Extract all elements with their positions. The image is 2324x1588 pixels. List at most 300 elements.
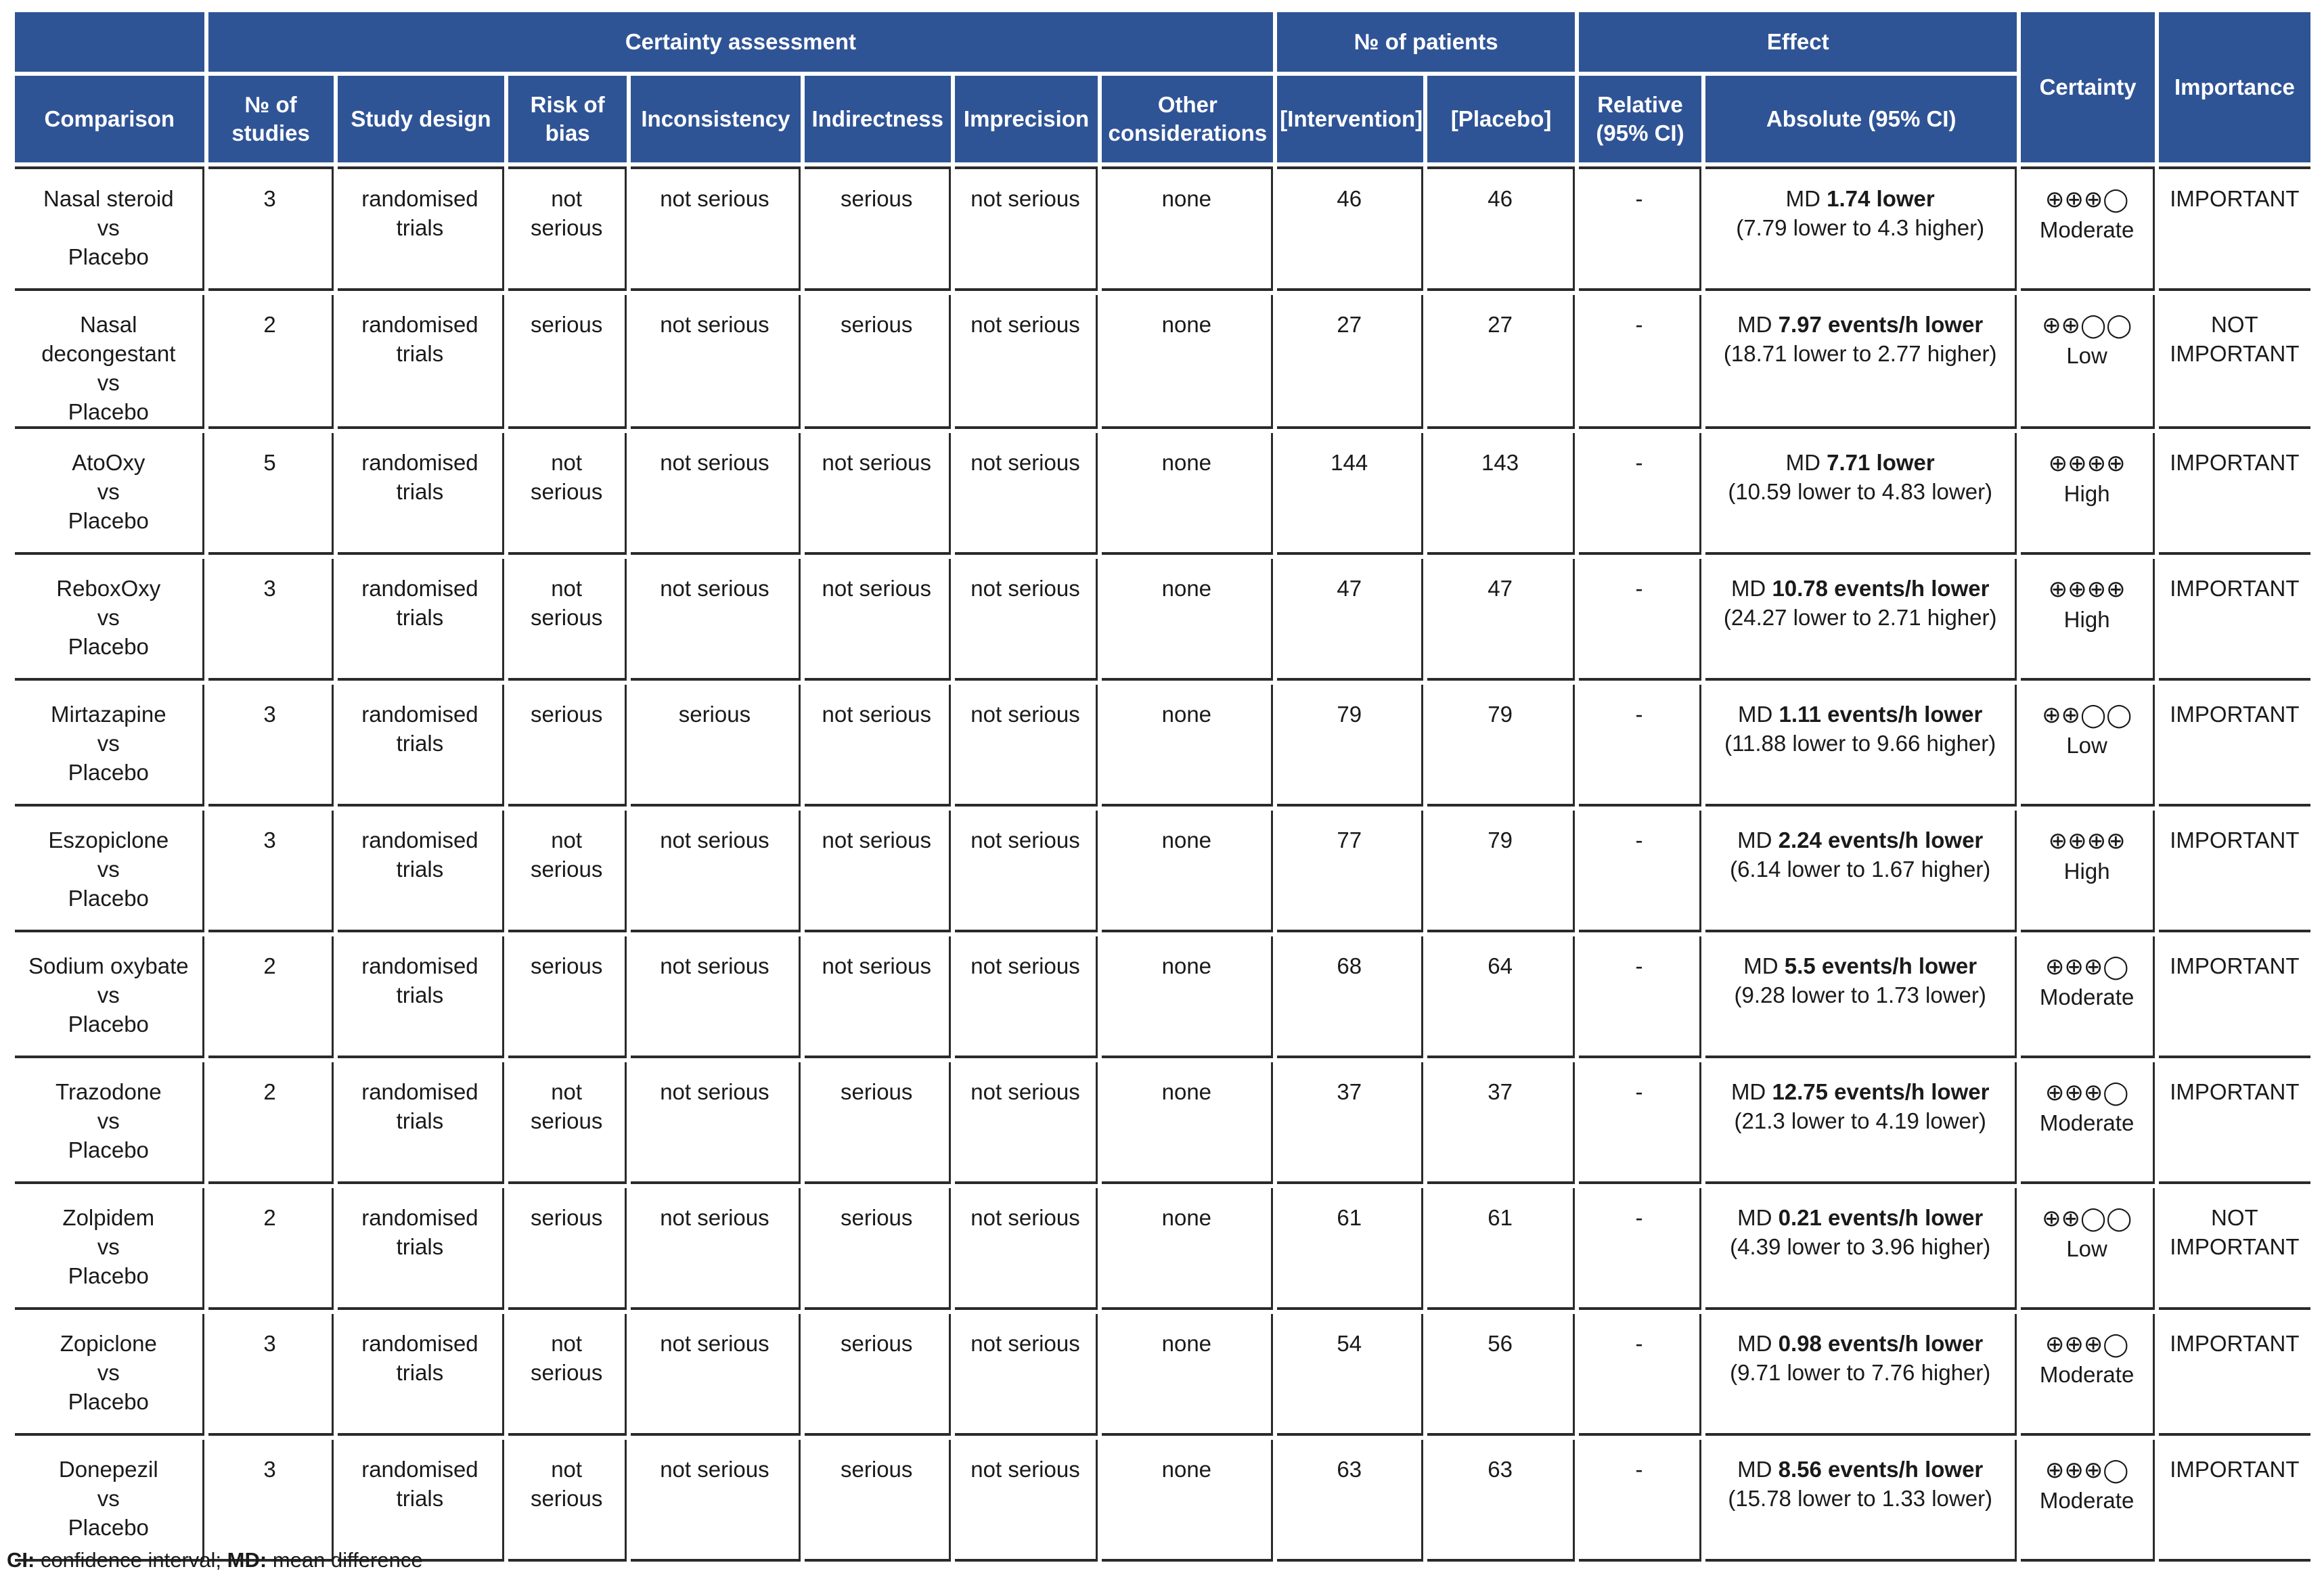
certainty-cell [2021, 433, 2154, 555]
n-studies-cell [208, 295, 334, 429]
intervention-count-cell [1277, 166, 1423, 291]
absolute-effect-value: 0.98 events/h lower [1778, 1331, 1984, 1356]
indirectness-cell [805, 1188, 951, 1310]
other-considerations-cell [1102, 936, 1273, 1058]
other-considerations-cell [1102, 811, 1273, 932]
risk-of-bias-cell [508, 433, 627, 555]
comparison-cell-text: Nasal steroid [43, 186, 174, 211]
comparison-cell-text: Placebo [68, 244, 149, 269]
risk-of-bias-cell-text: not [551, 1079, 583, 1104]
intervention-count-cell-text: 37 [1337, 1079, 1362, 1104]
imprecision-cell-text: not serious [970, 186, 1080, 211]
comparison-cell-text: Zopiclone [60, 1331, 157, 1356]
relative-effect-cell-text: - [1635, 186, 1643, 211]
relative-effect-cell-text: - [1635, 450, 1643, 475]
study-design-cell [338, 166, 505, 291]
risk-of-bias-cell-text: serious [530, 479, 603, 504]
absolute-effect-prefix: MD [1737, 1331, 1779, 1356]
absolute-effect-cell [1705, 1188, 2017, 1310]
importance-cell-text: IMPORTANT [2170, 450, 2300, 475]
header-absolute: Absolute (95% CI) [1705, 76, 2017, 162]
table-row [15, 1062, 2310, 1184]
certainty-label: Low [2066, 733, 2107, 758]
comparison-cell [15, 1440, 204, 1562]
risk-of-bias-cell [508, 166, 627, 291]
placebo-count-cell-text: 79 [1488, 827, 1513, 853]
relative-effect-cell [1579, 936, 1701, 1058]
absolute-effect-value: 7.71 lower [1827, 450, 1935, 475]
absolute-effect-value: 5.5 events/h lower [1784, 953, 1977, 978]
n-studies-cell [208, 685, 334, 807]
footnote-ci-text: confidence interval; [35, 1548, 227, 1572]
risk-of-bias-cell [508, 295, 627, 429]
risk-of-bias-cell-text: not [551, 576, 583, 601]
study-design-cell-text: randomised [361, 1457, 478, 1482]
imprecision-cell-text: not serious [970, 1079, 1080, 1104]
imprecision-cell [955, 1188, 1098, 1310]
certainty-rating-icon: ⊕⊕⊕◯ [2044, 186, 2129, 213]
relative-effect-cell-text: - [1635, 827, 1643, 853]
risk-of-bias-cell-text: serious [530, 857, 603, 882]
placebo-count-cell [1427, 1188, 1575, 1310]
study-design-cell-text: trials [396, 1234, 444, 1259]
intervention-count-cell-text: 27 [1337, 312, 1362, 337]
placebo-count-cell [1427, 811, 1575, 932]
relative-effect-cell [1579, 559, 1701, 681]
other-considerations-cell-text: none [1161, 702, 1212, 727]
absolute-effect-ci: (15.78 lower to 1.33 lower) [1728, 1486, 1993, 1511]
inconsistency-cell-text: not serious [660, 1331, 769, 1356]
other-considerations-cell [1102, 1188, 1273, 1310]
importance-cell [2159, 1188, 2310, 1310]
relative-effect-cell-text: - [1635, 953, 1643, 978]
importance-cell [2159, 811, 2310, 932]
placebo-count-cell [1427, 559, 1575, 681]
importance-cell-text: IMPORTANT [2170, 827, 2300, 853]
imprecision-cell-text: not serious [970, 576, 1080, 601]
n-studies-cell-text: 3 [263, 702, 276, 727]
certainty-cell [2021, 166, 2154, 291]
table-row [15, 433, 2310, 555]
intervention-count-cell [1277, 1062, 1423, 1184]
comparison-cell [15, 685, 204, 807]
header-imprecision: Imprecision [955, 76, 1098, 162]
absolute-effect-prefix: MD [1737, 312, 1779, 337]
imprecision-cell [955, 811, 1098, 932]
indirectness-cell-text: not serious [822, 576, 931, 601]
comparison-cell-text: vs [97, 605, 120, 630]
inconsistency-cell [631, 685, 801, 807]
intervention-count-cell [1277, 811, 1423, 932]
certainty-label: High [2063, 607, 2110, 632]
certainty-label: Moderate [2039, 984, 2135, 1009]
indirectness-cell-text: not serious [822, 450, 931, 475]
absolute-effect-prefix: MD [1737, 1205, 1779, 1230]
absolute-effect-cell [1705, 1062, 2017, 1184]
n-studies-cell [208, 1062, 334, 1184]
study-design-cell [338, 811, 505, 932]
comparison-cell-text: vs [97, 857, 120, 882]
certainty-rating-icon: ⊕⊕◯◯ [2042, 312, 2132, 339]
header-inconsistency: Inconsistency [631, 76, 801, 162]
comparison-cell [15, 433, 204, 555]
inconsistency-cell [631, 559, 801, 681]
table-row [15, 166, 2310, 291]
comparison-cell-text: Nasal [80, 312, 137, 337]
comparison-cell-text: Placebo [68, 1137, 149, 1162]
importance-cell-text: IMPORTANT [2170, 341, 2300, 366]
indirectness-cell-text: not serious [822, 953, 931, 978]
comparison-cell-text: vs [97, 1486, 120, 1511]
certainty-label: Moderate [2039, 1488, 2135, 1513]
n-studies-cell-text: 3 [263, 827, 276, 853]
comparison-cell-text: Placebo [68, 634, 149, 659]
header-effect: Effect [1579, 12, 2017, 72]
risk-of-bias-cell-text: not [551, 827, 583, 853]
importance-cell-text: NOT [2211, 1205, 2258, 1230]
relative-effect-cell-text: - [1635, 312, 1643, 337]
absolute-effect-cell [1705, 433, 2017, 555]
header-placebo: [Placebo] [1427, 76, 1575, 162]
comparison-cell [15, 1188, 204, 1310]
study-design-cell [338, 433, 505, 555]
study-design-cell-text: randomised [361, 1331, 478, 1356]
comparison-cell-text: vs [97, 479, 120, 504]
comparison-cell [15, 1314, 204, 1436]
table-row [15, 936, 2310, 1058]
inconsistency-cell [631, 433, 801, 555]
study-design-cell [338, 295, 505, 429]
relative-effect-cell [1579, 1062, 1701, 1184]
risk-of-bias-cell [508, 1062, 627, 1184]
study-design-cell-text: trials [396, 341, 444, 366]
study-design-cell-text: randomised [361, 312, 478, 337]
inconsistency-cell-text: not serious [660, 186, 769, 211]
placebo-count-cell [1427, 433, 1575, 555]
intervention-count-cell-text: 77 [1337, 827, 1362, 853]
table-row [15, 811, 2310, 932]
study-design-cell-text: randomised [361, 576, 478, 601]
absolute-effect-prefix: MD [1730, 1079, 1772, 1104]
header-relative: Relative (95% CI) [1579, 76, 1701, 162]
indirectness-cell-text: serious [841, 312, 913, 337]
table-row [15, 1440, 2310, 1562]
importance-cell-text: IMPORTANT [2170, 1331, 2300, 1356]
n-studies-cell [208, 1440, 334, 1562]
risk-of-bias-cell-text: serious [530, 215, 603, 240]
intervention-count-cell-text: 61 [1337, 1205, 1362, 1230]
risk-of-bias-cell-text: serious [530, 702, 603, 727]
header-certainty-assessment: Certainty assessment [208, 12, 1274, 72]
importance-cell-text: IMPORTANT [2170, 953, 2300, 978]
intervention-count-cell-text: 144 [1331, 450, 1368, 475]
imprecision-cell [955, 936, 1098, 1058]
comparison-cell-text: Zolpidem [62, 1205, 155, 1230]
indirectness-cell-text: not serious [822, 827, 931, 853]
relative-effect-cell-text: - [1635, 1079, 1643, 1104]
comparison-cell [15, 295, 204, 429]
footnote-md-text: mean difference [267, 1548, 423, 1572]
absolute-effect-ci: (10.59 lower to 4.83 lower) [1728, 479, 1993, 504]
n-studies-cell [208, 1188, 334, 1310]
risk-of-bias-cell-text: serious [530, 1360, 603, 1385]
risk-of-bias-cell-text: not [551, 1457, 583, 1482]
comparison-cell-text: decongestant [41, 341, 176, 366]
relative-effect-cell [1579, 1188, 1701, 1310]
study-design-cell-text: trials [396, 857, 444, 882]
placebo-count-cell [1427, 1062, 1575, 1184]
study-design-cell-text: randomised [361, 1079, 478, 1104]
n-studies-cell-text: 2 [263, 1205, 276, 1230]
imprecision-cell [955, 1062, 1098, 1184]
absolute-effect-value: 7.97 events/h lower [1778, 312, 1984, 337]
certainty-rating-icon: ⊕⊕⊕◯ [2044, 1079, 2129, 1106]
certainty-cell [2021, 1440, 2154, 1562]
study-design-cell [338, 1314, 505, 1436]
risk-of-bias-cell-text: serious [530, 1486, 603, 1511]
relative-effect-cell-text: - [1635, 702, 1643, 727]
certainty-rating-icon: ⊕⊕⊕◯ [2044, 953, 2129, 980]
certainty-rating-icon: ⊕⊕⊕◯ [2044, 1457, 2129, 1484]
imprecision-cell-text: not serious [970, 1457, 1080, 1482]
n-studies-cell [208, 811, 334, 932]
other-considerations-cell-text: none [1161, 1079, 1212, 1104]
indirectness-cell-text: serious [841, 1331, 913, 1356]
intervention-count-cell-text: 79 [1337, 702, 1362, 727]
risk-of-bias-cell-text: serious [530, 1108, 603, 1133]
n-studies-cell [208, 559, 334, 681]
table-row [15, 559, 2310, 681]
indirectness-cell-text: not serious [822, 702, 931, 727]
inconsistency-cell [631, 936, 801, 1058]
study-design-cell-text: randomised [361, 450, 478, 475]
risk-of-bias-cell [508, 559, 627, 681]
absolute-effect-ci: (11.88 lower to 9.66 higher) [1724, 731, 1996, 756]
absolute-effect-cell [1705, 811, 2017, 932]
placebo-count-cell [1427, 1440, 1575, 1562]
n-studies-cell [208, 1314, 334, 1436]
risk-of-bias-cell-text: not [551, 450, 583, 475]
certainty-cell [2021, 936, 2154, 1058]
grade-evidence-table [11, 8, 2315, 1566]
indirectness-cell [805, 433, 951, 555]
other-considerations-cell-text: none [1161, 1331, 1212, 1356]
inconsistency-cell [631, 1314, 801, 1436]
other-considerations-cell [1102, 295, 1273, 429]
certainty-cell [2021, 559, 2154, 681]
comparison-cell-text: vs [97, 982, 120, 1007]
indirectness-cell [805, 559, 951, 681]
absolute-effect-ci: (21.3 lower to 4.19 lower) [1734, 1108, 1986, 1133]
importance-cell-text: IMPORTANT [2170, 576, 2300, 601]
placebo-count-cell [1427, 1314, 1575, 1436]
indirectness-cell-text: serious [841, 1079, 913, 1104]
other-considerations-cell [1102, 559, 1273, 681]
absolute-effect-ci: (9.28 lower to 1.73 lower) [1734, 982, 1986, 1007]
comparison-cell-text: vs [97, 1360, 120, 1385]
other-considerations-cell-text: none [1161, 1457, 1212, 1482]
absolute-effect-prefix: MD [1737, 1457, 1779, 1482]
n-studies-cell [208, 433, 334, 555]
certainty-cell [2021, 811, 2154, 932]
placebo-count-cell-text: 47 [1488, 576, 1513, 601]
placebo-count-cell [1427, 166, 1575, 291]
inconsistency-cell [631, 295, 801, 429]
n-studies-cell-text: 5 [263, 450, 276, 475]
placebo-count-cell-text: 56 [1488, 1331, 1513, 1356]
comparison-cell-text: Eszopiclone [48, 827, 169, 853]
imprecision-cell-text: not serious [970, 450, 1080, 475]
indirectness-cell [805, 295, 951, 429]
n-studies-cell-text: 3 [263, 1457, 276, 1482]
placebo-count-cell-text: 64 [1488, 953, 1513, 978]
absolute-effect-ci: (7.79 lower to 4.3 higher) [1736, 215, 1985, 240]
header-blank [15, 12, 204, 72]
relative-effect-cell-text: - [1635, 1205, 1643, 1230]
comparison-cell-text: Placebo [68, 886, 149, 911]
absolute-effect-value: 10.78 events/h lower [1772, 576, 1990, 601]
importance-cell-text: IMPORTANT [2170, 186, 2300, 211]
n-studies-cell-text: 2 [263, 312, 276, 337]
certainty-rating-icon: ⊕⊕◯◯ [2042, 702, 2132, 729]
intervention-count-cell-text: 68 [1337, 953, 1362, 978]
certainty-label: High [2063, 481, 2110, 506]
relative-effect-cell-text: - [1635, 1331, 1643, 1356]
comparison-cell-text: Sodium oxybate [28, 953, 189, 978]
absolute-effect-ci: (24.27 lower to 2.71 higher) [1723, 605, 1997, 630]
header-intervention: [Intervention] [1277, 76, 1423, 162]
certainty-label: Moderate [2039, 1362, 2135, 1387]
comparison-cell-text: vs [97, 215, 120, 240]
study-design-cell-text: trials [396, 479, 444, 504]
n-studies-cell [208, 166, 334, 291]
comparison-cell-text: Placebo [68, 1263, 149, 1288]
certainty-rating-icon: ⊕⊕⊕⊕ [2048, 576, 2126, 603]
imprecision-cell [955, 559, 1098, 681]
indirectness-cell-text: serious [841, 186, 913, 211]
imprecision-cell [955, 1314, 1098, 1436]
importance-cell-text: IMPORTANT [2170, 1079, 2300, 1104]
absolute-effect-prefix: MD [1785, 450, 1827, 475]
header-indirectness: Indirectness [805, 76, 951, 162]
comparison-cell-text: Trazodone [55, 1079, 162, 1104]
imprecision-cell-text: not serious [970, 312, 1080, 337]
absolute-effect-cell [1705, 936, 2017, 1058]
absolute-effect-ci: (18.71 lower to 2.77 higher) [1723, 341, 1997, 366]
certainty-label: Low [2066, 1236, 2107, 1261]
other-considerations-cell-text: none [1161, 953, 1212, 978]
header-comparison: Comparison [15, 76, 204, 162]
comparison-cell [15, 936, 204, 1058]
importance-cell-text: NOT [2211, 312, 2258, 337]
study-design-cell-text: randomised [361, 702, 478, 727]
absolute-effect-cell [1705, 166, 2017, 291]
other-considerations-cell-text: none [1161, 186, 1212, 211]
inconsistency-cell [631, 1062, 801, 1184]
other-considerations-cell [1102, 1440, 1273, 1562]
placebo-count-cell-text: 37 [1488, 1079, 1513, 1104]
inconsistency-cell-text: not serious [660, 1079, 769, 1104]
inconsistency-cell [631, 166, 801, 291]
certainty-rating-icon: ⊕⊕⊕⊕ [2048, 450, 2126, 477]
study-design-cell [338, 1188, 505, 1310]
table-row [15, 685, 2310, 807]
imprecision-cell [955, 685, 1098, 807]
imprecision-cell-text: not serious [970, 1205, 1080, 1230]
certainty-label: Moderate [2039, 1110, 2135, 1135]
footnote-md-abbr: MD: [227, 1548, 267, 1572]
study-design-cell [338, 936, 505, 1058]
placebo-count-cell-text: 63 [1488, 1457, 1513, 1482]
imprecision-cell [955, 166, 1098, 291]
relative-effect-cell [1579, 433, 1701, 555]
inconsistency-cell-text: not serious [660, 1457, 769, 1482]
risk-of-bias-cell-text: serious [530, 312, 603, 337]
header-study-design: Study design [338, 76, 505, 162]
inconsistency-cell-text: not serious [660, 827, 769, 853]
placebo-count-cell-text: 143 [1481, 450, 1519, 475]
comparison-cell-text: ReboxOxy [56, 576, 161, 601]
table-row [15, 1314, 2310, 1436]
imprecision-cell [955, 295, 1098, 429]
header-certainty: Certainty [2021, 12, 2154, 162]
header-other-considerations: Other considerations [1102, 76, 1273, 162]
study-design-cell-text: trials [396, 1360, 444, 1385]
comparison-cell-text: vs [97, 731, 120, 756]
relative-effect-cell-text: - [1635, 1457, 1643, 1482]
comparison-cell-text: Mirtazapine [51, 702, 166, 727]
certainty-cell [2021, 1062, 2154, 1184]
relative-effect-cell [1579, 685, 1701, 807]
certainty-cell [2021, 685, 2154, 807]
header-risk-of-bias: Risk of bias [508, 76, 627, 162]
importance-cell-text: IMPORTANT [2170, 702, 2300, 727]
inconsistency-cell-text: not serious [660, 953, 769, 978]
importance-cell-text: IMPORTANT [2170, 1234, 2300, 1259]
importance-cell [2159, 1062, 2310, 1184]
comparison-cell-text: AtoOxy [72, 450, 146, 475]
absolute-effect-cell [1705, 295, 2017, 429]
absolute-effect-value: 1.74 lower [1827, 186, 1935, 211]
risk-of-bias-cell-text: not [551, 186, 583, 211]
n-studies-cell-text: 2 [263, 953, 276, 978]
indirectness-cell [805, 1062, 951, 1184]
risk-of-bias-cell [508, 811, 627, 932]
header-n-patients: № of patients [1277, 12, 1575, 72]
comparison-cell-text: Placebo [68, 399, 149, 424]
n-studies-cell-text: 3 [263, 576, 276, 601]
relative-effect-cell [1579, 295, 1701, 429]
intervention-count-cell [1277, 1440, 1423, 1562]
table-header [15, 12, 2310, 162]
placebo-count-cell-text: 61 [1488, 1205, 1513, 1230]
intervention-count-cell-text: 54 [1337, 1331, 1362, 1356]
inconsistency-cell [631, 1188, 801, 1310]
placebo-count-cell-text: 46 [1488, 186, 1513, 211]
study-design-cell-text: randomised [361, 827, 478, 853]
risk-of-bias-cell-text: serious [530, 1205, 603, 1230]
risk-of-bias-cell [508, 685, 627, 807]
intervention-count-cell-text: 46 [1337, 186, 1362, 211]
absolute-effect-prefix: MD [1738, 702, 1779, 727]
certainty-cell [2021, 295, 2154, 429]
header-n-studies: № of studies [208, 76, 334, 162]
intervention-count-cell [1277, 1188, 1423, 1310]
absolute-effect-prefix: MD [1785, 186, 1827, 211]
study-design-cell-text: trials [396, 731, 444, 756]
certainty-label: Moderate [2039, 217, 2135, 242]
absolute-effect-ci: (9.71 lower to 7.76 higher) [1730, 1360, 1991, 1385]
